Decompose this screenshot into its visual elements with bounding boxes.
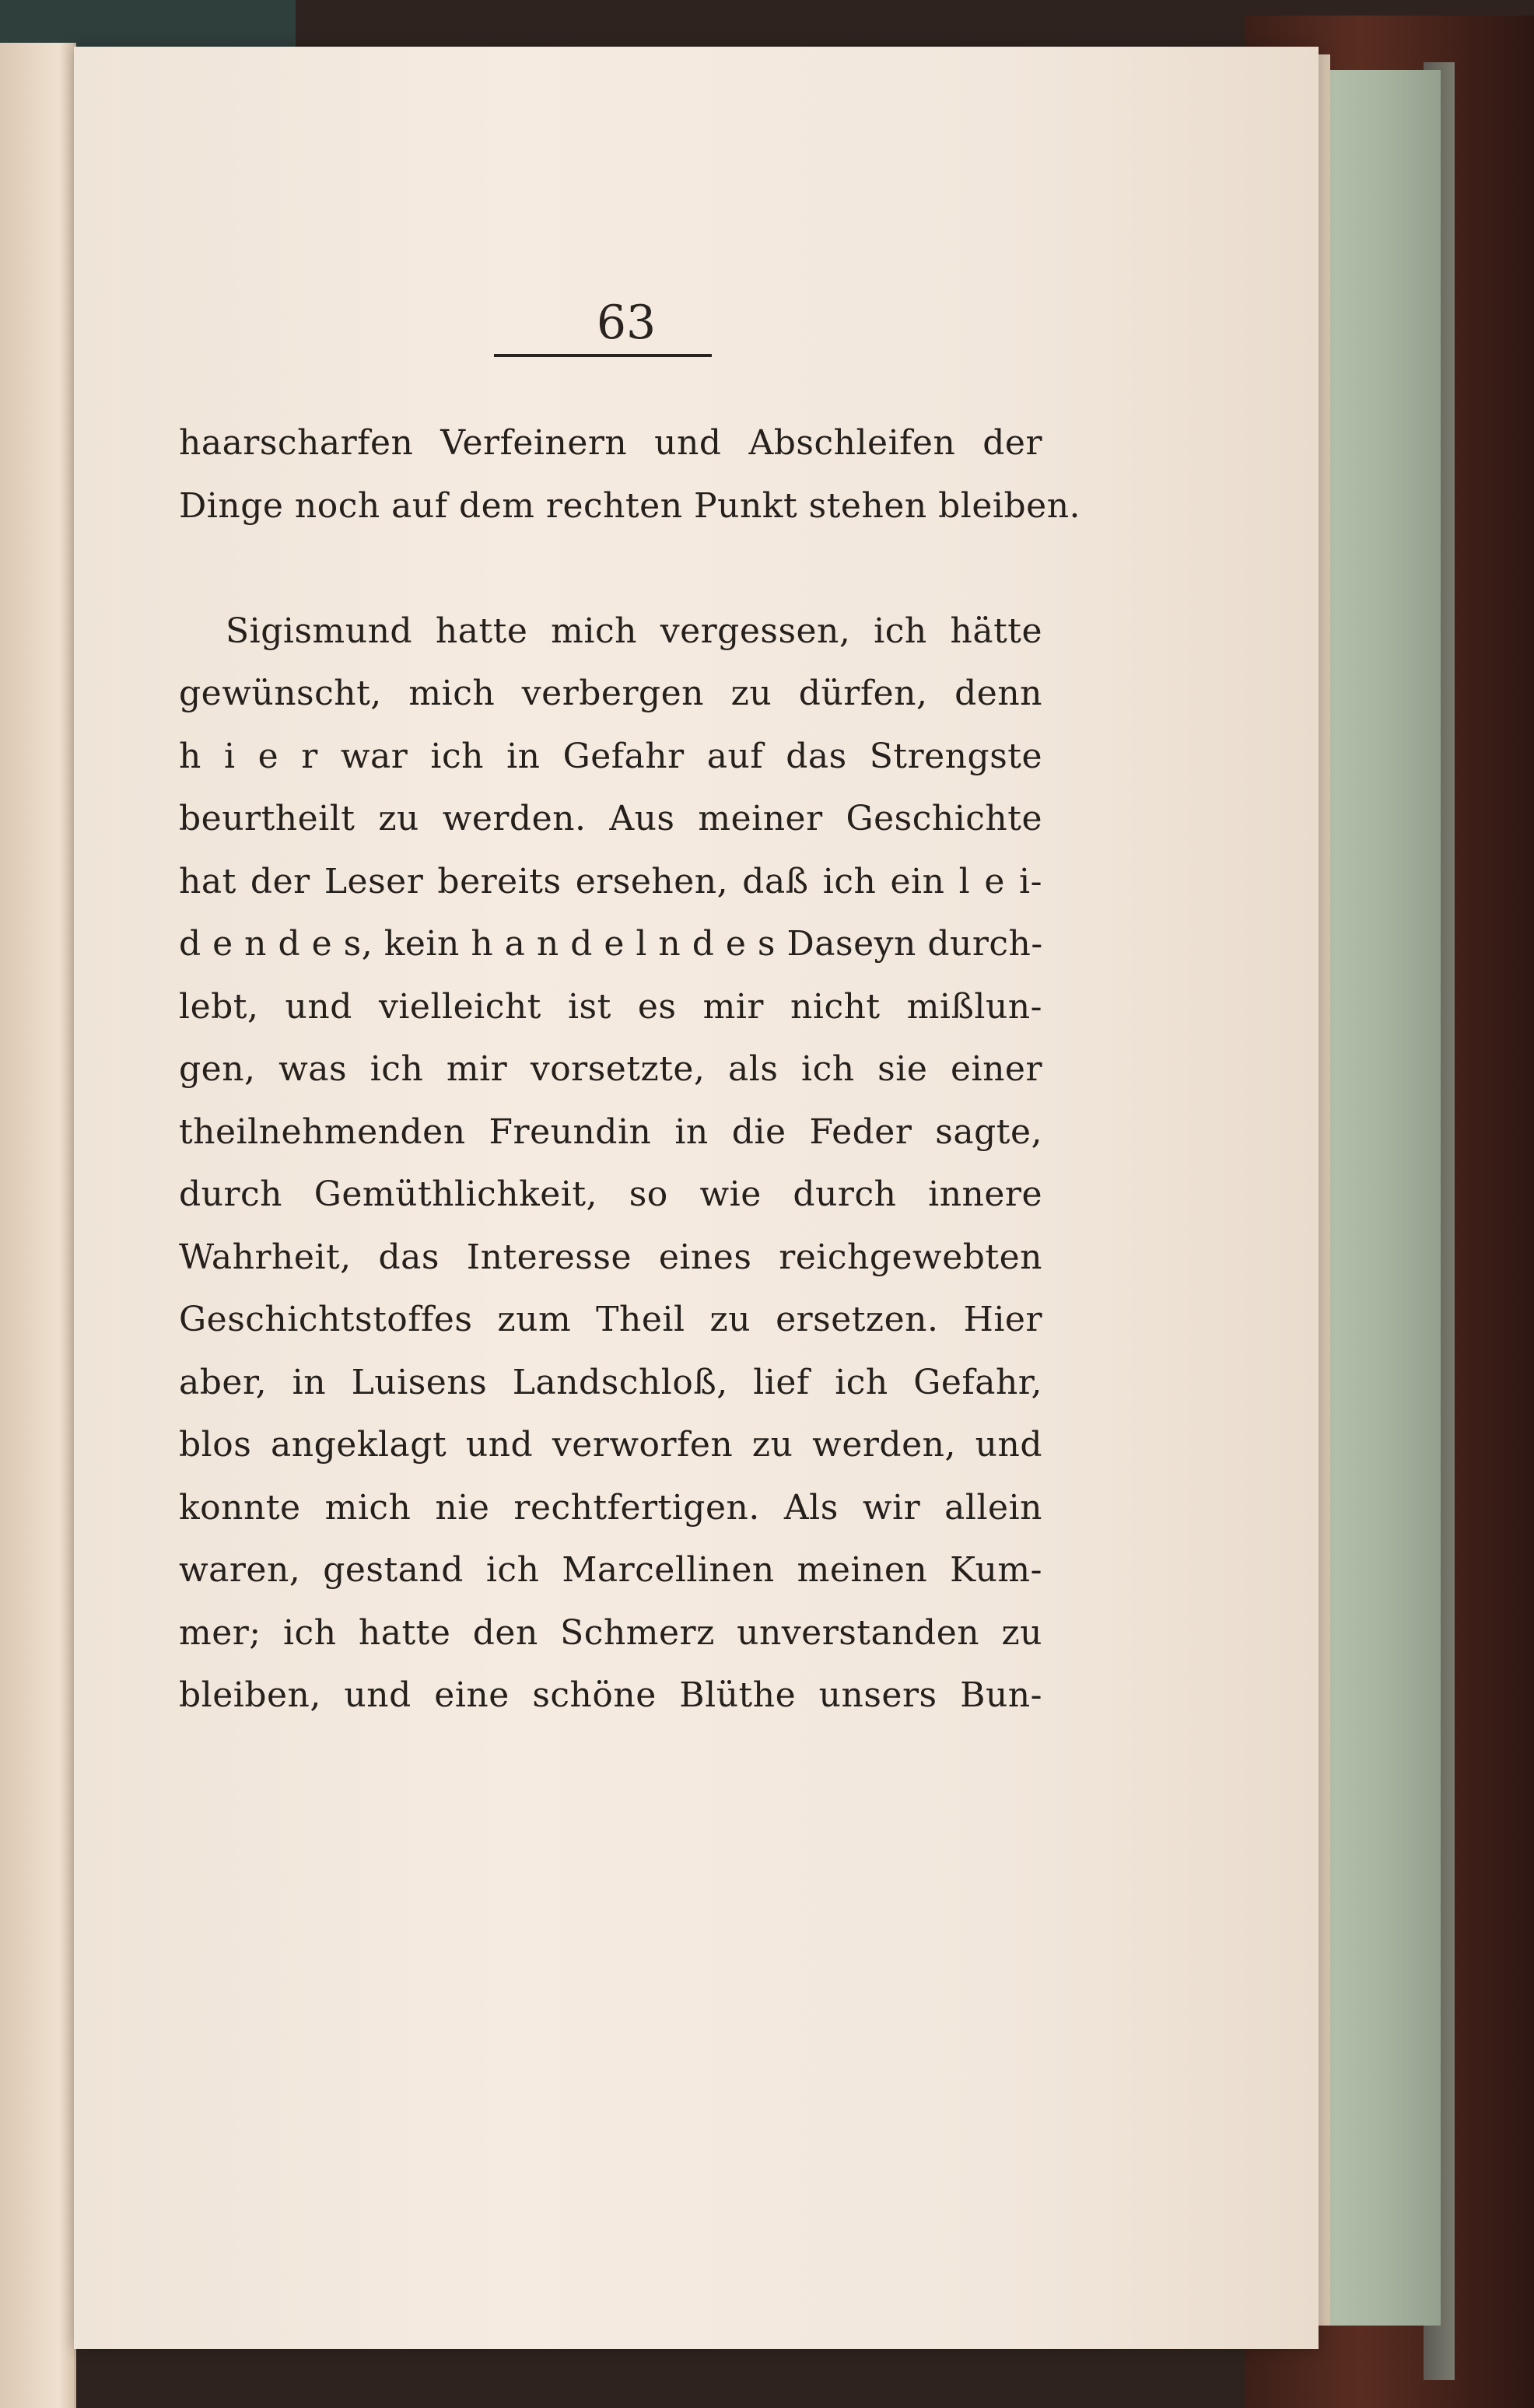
text-line: d e n d e s, kein h a n d e l n d e s Daseyn durch- [179,924,1043,964]
left-page-edge [0,43,76,2408]
text-line: hat der Leser bereits ersehen, daß ich ein l e i- [179,861,1042,901]
paragraph-gap [179,537,1042,600]
text-line: gewünscht, mich verbergen zu dürfen, denn [179,674,1042,713]
text-line: h i e r war ich in Gefahr auf das Strengste [179,736,1042,776]
text-line: haarscharfen Verfeinern und Abschleifen der [179,423,1042,463]
text-line: lebt, und vielleicht ist es mir nicht mißlun- [179,986,1042,1027]
text-line: theilnehmenden Freundin in die Feder sagte, [179,1111,1042,1152]
green-flyleaf [1322,70,1441,2326]
text-line: gen, was ich mir vorsetzte, als ich sie einer [179,1049,1042,1089]
text-line: beurtheilt zu werden. Aus meiner Geschichte [179,799,1042,838]
page-body [179,412,1081,1727]
text-line: blos angeklagt und verworfen zu werden, und [179,1425,1042,1465]
text-line: aber, in Luisens Landschloß, lief ich Gefahr, [179,1362,1042,1402]
text-line: Sigismund hatte mich vergessen, ich hätte [226,611,1042,651]
book-page [74,47,1319,2349]
text-line: Geschichtstoffes zum Theil zu ersetzen. Hier [179,1300,1042,1339]
text-line: durch Gemüthlichkeit, so wie durch innere [179,1174,1042,1214]
text-line: Dinge noch auf dem rechten Punkt stehen bleiben. [179,485,1081,526]
text-line: waren, gestand ich Marcellinen meinen Kum- [179,1550,1042,1590]
text-line: mer; ich hatte den Schmerz unverstanden zu [179,1612,1042,1653]
text-line: bleiben, und eine schöne Blüthe unsers Bun- [179,1675,1042,1715]
page-number-rule [494,354,712,357]
text-line: Wahrheit, das Interesse eines reichgewebten [179,1237,1042,1277]
text-line: konnte mich nie rechtfertigen. Als wir allein [179,1487,1042,1528]
page-number: 63 [596,296,657,350]
